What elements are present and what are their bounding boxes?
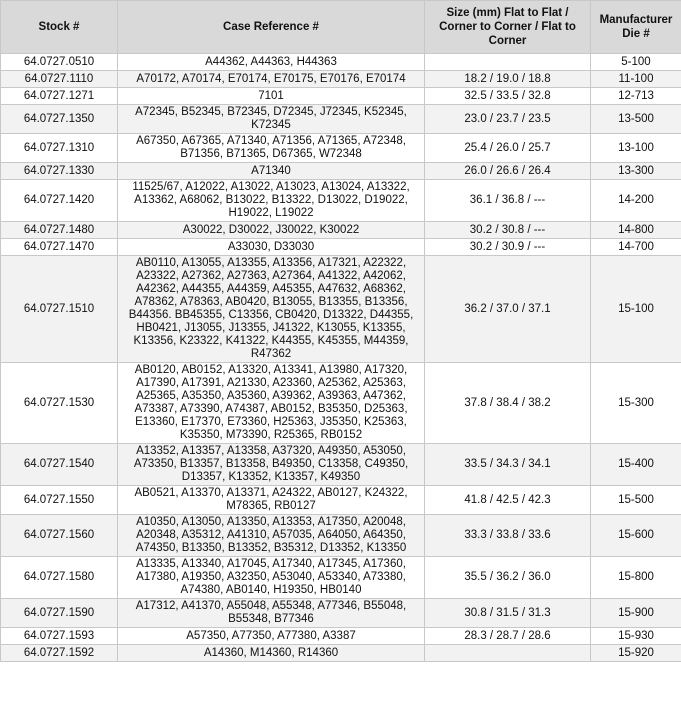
cell-size: 35.5 / 36.2 / 36.0 <box>425 557 591 599</box>
cell-stock: 64.0727.1580 <box>1 557 118 599</box>
cell-case-reference: A10350, A13050, A13350, A13353, A17350, A20048, A20348, A35312, A41310, A57035, A64050, A64350, A74350, B13350, B13352, B35312, D13352, K13350 <box>118 515 425 557</box>
cell-case-reference: A72345, B52345, B72345, D72345, J72345, K52345, K72345 <box>118 105 425 134</box>
cell-stock: 64.0727.1310 <box>1 134 118 163</box>
table-row <box>1 222 681 239</box>
cell-stock: 64.0727.1330 <box>1 163 118 180</box>
cell-stock: 64.0727.1593 <box>1 628 118 645</box>
cell-case-reference: AB0120, AB0152, A13320, A13341, A13980, A17320, A17390, A17391, A21330, A23360, A25362, A25363, A25365, A35350, A35360, A39362, A39363, A47362, A73387, A73390, A74387, AB0152, B35350, D25363, E13360, E17370, E73360, H25363, J35350, K25363, K35350, M73390, R25365, RB0152 <box>118 363 425 444</box>
cell-case-reference: A13335, A13340, A17045, A17340, A17345, A17360, A17380, A19350, A32350, A53040, A53340, A73380, A74380, AB0140, H19350, HB0140 <box>118 557 425 599</box>
cell-case-reference: A33030, D33030 <box>118 239 425 256</box>
table-row <box>1 71 681 88</box>
cell-size: 30.2 / 30.8 / --- <box>425 222 591 239</box>
table-row <box>1 628 681 645</box>
cell-size: 18.2 / 19.0 / 18.8 <box>425 71 591 88</box>
table-row <box>1 134 681 163</box>
table-row <box>1 88 681 105</box>
cell-stock: 64.0727.1350 <box>1 105 118 134</box>
cell-size: 33.3 / 33.8 / 33.6 <box>425 515 591 557</box>
table-row <box>1 239 681 256</box>
cell-size: 26.0 / 26.6 / 26.4 <box>425 163 591 180</box>
table-row <box>1 180 681 222</box>
cell-size: 32.5 / 33.5 / 32.8 <box>425 88 591 105</box>
table-row <box>1 515 681 557</box>
cell-die: 15-300 <box>591 363 681 444</box>
cell-die: 15-100 <box>591 256 681 363</box>
cell-stock: 64.0727.1550 <box>1 486 118 515</box>
cell-size <box>425 645 591 662</box>
cell-stock: 64.0727.1480 <box>1 222 118 239</box>
cell-case-reference: A57350, A77350, A77380, A3387 <box>118 628 425 645</box>
cell-stock: 64.0727.1530 <box>1 363 118 444</box>
table-row <box>1 599 681 628</box>
cell-size: 36.2 / 37.0 / 37.1 <box>425 256 591 363</box>
cell-size: 23.0 / 23.7 / 23.5 <box>425 105 591 134</box>
cell-die: 15-600 <box>591 515 681 557</box>
cell-stock: 64.0727.1470 <box>1 239 118 256</box>
cell-die: 15-500 <box>591 486 681 515</box>
cell-case-reference: 11525/67, A12022, A13022, A13023, A13024, A13322, A13362, A68062, B13022, B13322, D13022, D19022, H19022, L19022 <box>118 180 425 222</box>
table-row <box>1 105 681 134</box>
cell-size: 36.1 / 36.8 / --- <box>425 180 591 222</box>
cell-die: 15-800 <box>591 557 681 599</box>
cell-case-reference: AB0521, A13370, A13371, A24322, AB0127, K24322, M78365, RB0127 <box>118 486 425 515</box>
cell-case-reference: A70172, A70174, E70174, E70175, E70176, E70174 <box>118 71 425 88</box>
cell-size: 30.2 / 30.9 / --- <box>425 239 591 256</box>
cell-die: 13-500 <box>591 105 681 134</box>
cell-die: 14-200 <box>591 180 681 222</box>
table-row <box>1 645 681 662</box>
header-row <box>1 1 681 54</box>
cell-die: 14-800 <box>591 222 681 239</box>
cell-case-reference: A30022, D30022, J30022, K30022 <box>118 222 425 239</box>
cell-stock: 64.0727.1271 <box>1 88 118 105</box>
cell-die: 15-900 <box>591 599 681 628</box>
header-size: Size (mm) Flat to Flat / Corner to Corner / Flat to Corner <box>425 1 591 54</box>
cell-case-reference: 7101 <box>118 88 425 105</box>
cell-die: 11-100 <box>591 71 681 88</box>
cell-case-reference: A13352, A13357, A13358, A37320, A49350, A53050, A73350, B13357, B13358, B49350, C13358, C49350, D13357, K13352, K13357, K49350 <box>118 444 425 486</box>
header-stock: Stock # <box>1 1 118 54</box>
cell-die: 13-300 <box>591 163 681 180</box>
cell-stock: 64.0727.1420 <box>1 180 118 222</box>
cell-die: 14-700 <box>591 239 681 256</box>
table-row <box>1 557 681 599</box>
cell-case-reference: A67350, A67365, A71340, A71356, A71365, A72348, B71356, B71365, D67365, W72348 <box>118 134 425 163</box>
cell-size: 28.3 / 28.7 / 28.6 <box>425 628 591 645</box>
table-row <box>1 163 681 180</box>
cell-case-reference: A17312, A41370, A55048, A55348, A77346, B55048, B55348, B77346 <box>118 599 425 628</box>
cell-case-reference: A71340 <box>118 163 425 180</box>
cell-die: 13-100 <box>591 134 681 163</box>
cell-stock: 64.0727.1110 <box>1 71 118 88</box>
cell-size <box>425 54 591 71</box>
table-row <box>1 444 681 486</box>
table-row <box>1 363 681 444</box>
cell-size: 30.8 / 31.5 / 31.3 <box>425 599 591 628</box>
cell-case-reference: A14360, M14360, R14360 <box>118 645 425 662</box>
cell-size: 25.4 / 26.0 / 25.7 <box>425 134 591 163</box>
cell-die: 5-100 <box>591 54 681 71</box>
cell-case-reference: A44362, A44363, H44363 <box>118 54 425 71</box>
table-row <box>1 486 681 515</box>
cell-stock: 64.0727.1590 <box>1 599 118 628</box>
table-body <box>1 54 681 662</box>
cell-size: 33.5 / 34.3 / 34.1 <box>425 444 591 486</box>
cell-stock: 64.0727.0510 <box>1 54 118 71</box>
cell-stock: 64.0727.1540 <box>1 444 118 486</box>
header-case-reference: Case Reference # <box>118 1 425 54</box>
cell-die: 15-920 <box>591 645 681 662</box>
cell-die: 12-713 <box>591 88 681 105</box>
table-header <box>1 1 681 54</box>
cell-die: 15-400 <box>591 444 681 486</box>
cell-stock: 64.0727.1510 <box>1 256 118 363</box>
header-die: Manufacturer Die # <box>591 1 681 54</box>
table-row <box>1 256 681 363</box>
cell-size: 37.8 / 38.4 / 38.2 <box>425 363 591 444</box>
cell-size: 41.8 / 42.5 / 42.3 <box>425 486 591 515</box>
cell-case-reference: AB0110, A13055, A13355, A13356, A17321, A22322, A23322, A27362, A27363, A27364, A41322, A42062, A42362, A44355, A44359, A45355, A47632, A68362, A78362, A78363, AB0420, B13055, B13355, B13356, B44356. BB45355, C13356, CB0420, D13322, D44355, HB0421, J13055, J13355, J41322, K13055, K13355, K13356, K23322, K41322, K44355, K45355, M44359, R47362 <box>118 256 425 363</box>
cell-die: 15-930 <box>591 628 681 645</box>
cell-stock: 64.0727.1592 <box>1 645 118 662</box>
table-row <box>1 54 681 71</box>
cell-stock: 64.0727.1560 <box>1 515 118 557</box>
